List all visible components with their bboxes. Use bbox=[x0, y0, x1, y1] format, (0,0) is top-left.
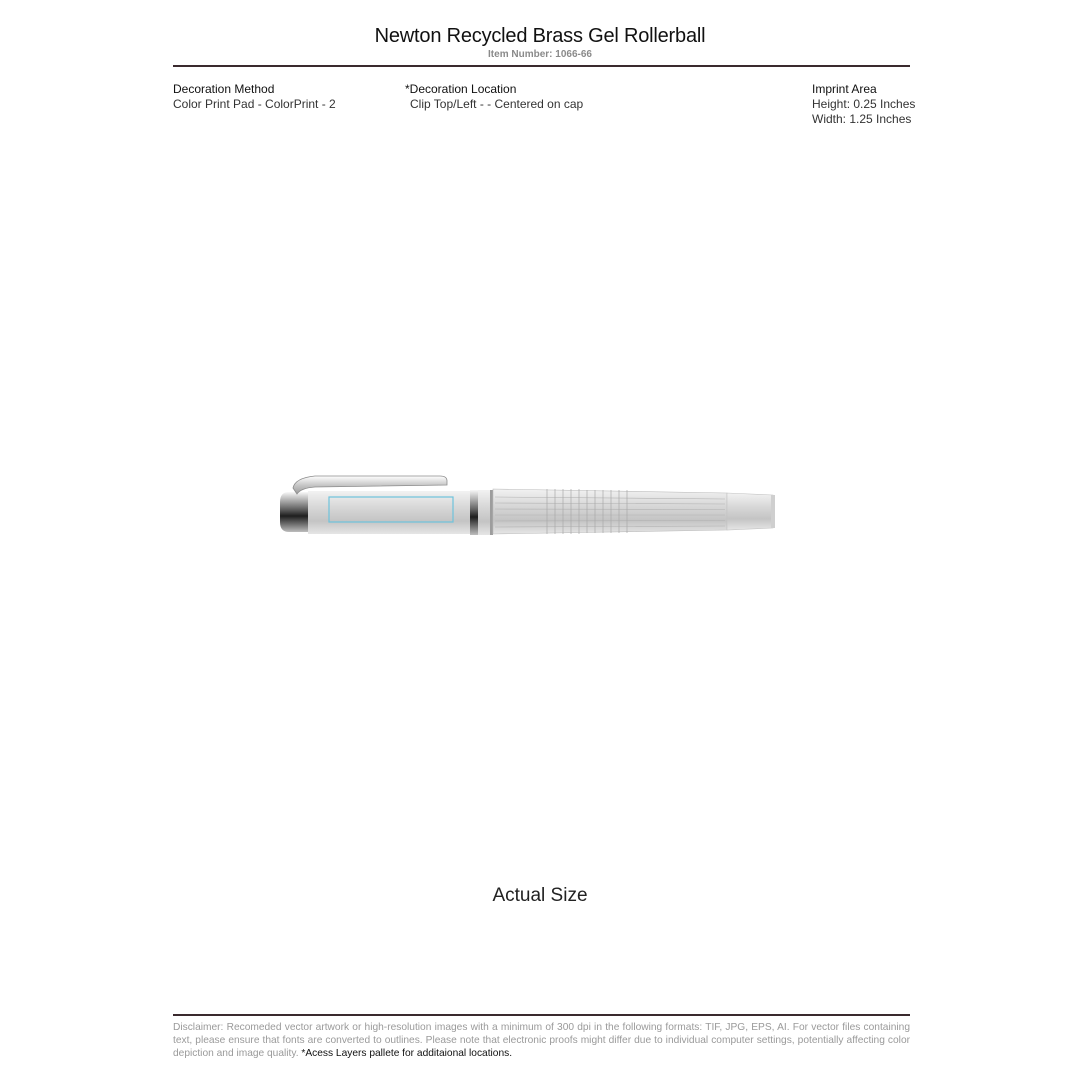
decoration-method-label: Decoration Method bbox=[173, 82, 275, 96]
pen-illustration bbox=[275, 470, 785, 540]
imprint-area-height: Height: 0.25 Inches bbox=[812, 97, 916, 111]
center-band-dark bbox=[470, 490, 478, 535]
imprint-area-width: Width: 1.25 Inches bbox=[812, 112, 912, 126]
decoration-method-value: Color Print Pad - ColorPrint - 2 bbox=[173, 97, 336, 111]
decoration-location-section bbox=[405, 82, 583, 112]
decoration-location-value: Clip Top/Left - - Centered on cap bbox=[410, 97, 584, 111]
imprint-area-label: Imprint Area bbox=[812, 82, 877, 96]
pen-tip-section bbox=[727, 493, 773, 530]
disclaimer-text: Disclaimer: Recomeded vector artwork or high-resolution images with a minimum of 300 dpi in the following formats: TIF, JPG, EPS, AI. For vector files containing text, please ensure that fonts are converted to outlines. Please note that electronic proofs might differ due to individual computer settings, potentially affecting color depiction and image quality. bbox=[173, 1022, 910, 1059]
center-band-edge bbox=[490, 490, 493, 535]
disclaimer bbox=[173, 1021, 910, 1060]
layers-note: *Acess Layers pallete for additaional locations. bbox=[301, 1048, 513, 1059]
decoration-location-label: *Decoration Location bbox=[405, 82, 517, 96]
header-divider bbox=[173, 65, 910, 67]
pen-product-image bbox=[275, 470, 785, 540]
pen-barrel bbox=[493, 489, 727, 534]
decoration-method-section bbox=[173, 82, 336, 112]
center-band-light bbox=[478, 490, 492, 535]
pen-tip-end bbox=[771, 495, 775, 528]
product-title: Newton Recycled Brass Gel Rollerball bbox=[374, 25, 706, 47]
item-number: Item Number: 1066-66 bbox=[488, 49, 592, 60]
imprint-area-section bbox=[812, 82, 915, 127]
actual-size-label: Actual Size bbox=[492, 885, 588, 906]
cap-end-chrome bbox=[280, 492, 309, 532]
footer-divider bbox=[173, 1014, 910, 1016]
